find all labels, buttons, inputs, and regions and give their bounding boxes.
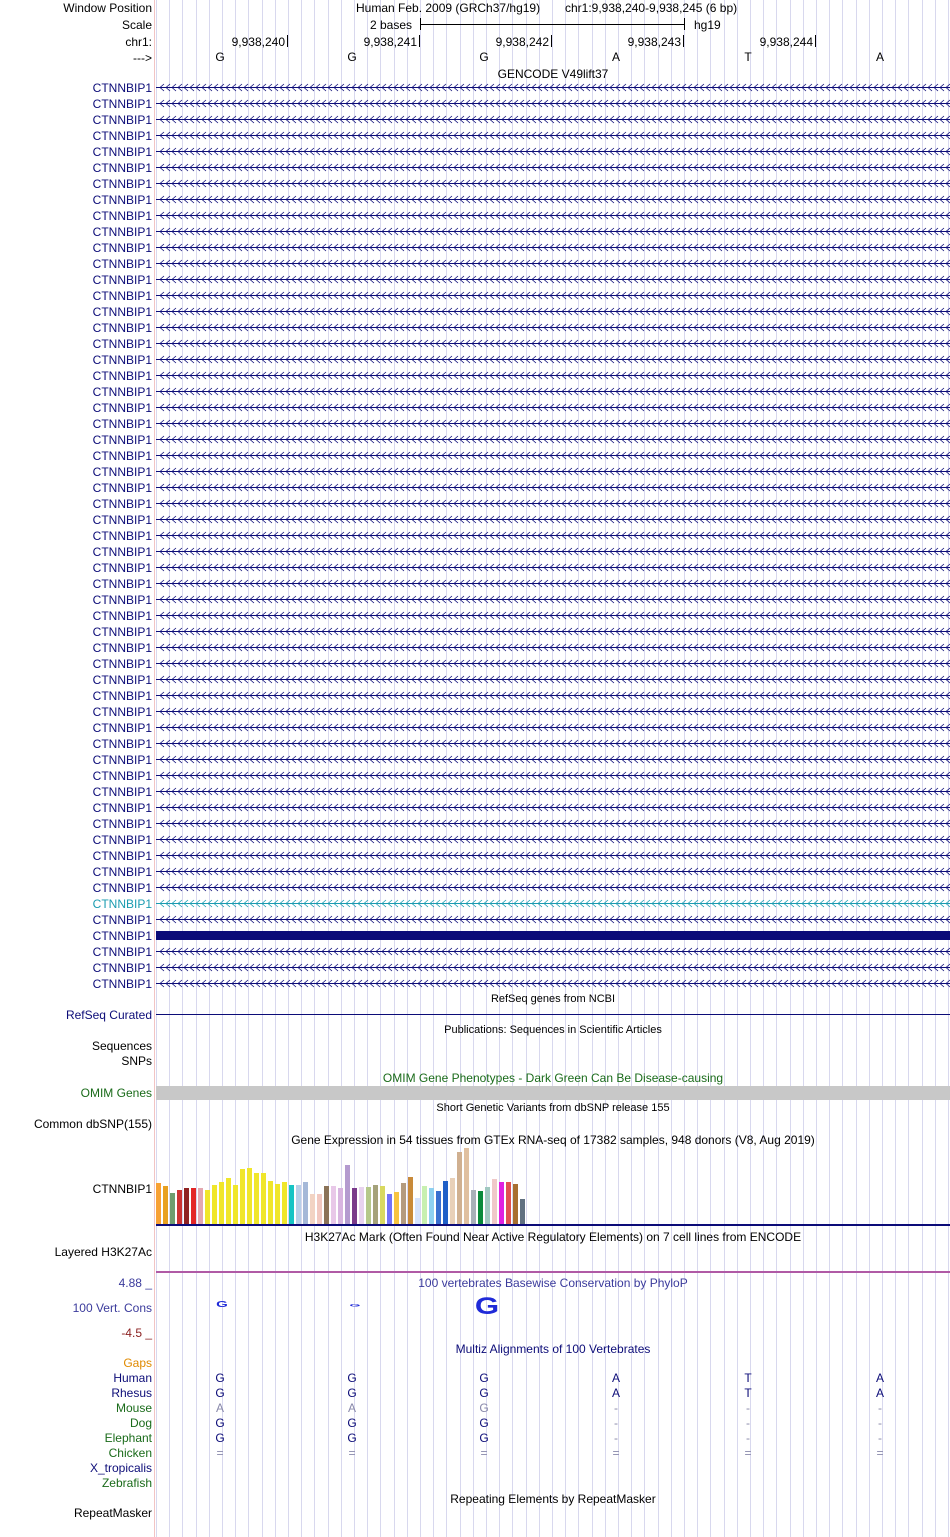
multiz-alignment-base: - xyxy=(614,1416,618,1430)
coordinate-tick xyxy=(551,35,552,47)
multiz-alignment-base: G xyxy=(479,1401,489,1415)
gtex-tissue-bar[interactable] xyxy=(464,1148,469,1224)
publications-snps-label[interactable]: SNPs xyxy=(121,1054,152,1068)
refseq-title[interactable]: RefSeq genes from NCBI xyxy=(490,993,616,1005)
gtex-tissue-bar[interactable] xyxy=(443,1181,448,1224)
gencode-transcript-intron[interactable] xyxy=(156,802,950,814)
gencode-transcript-intron[interactable] xyxy=(156,898,950,910)
gtex-tissue-bar[interactable] xyxy=(226,1178,231,1224)
gencode-transcript-intron[interactable] xyxy=(156,578,950,590)
multiz-alignment-base: - xyxy=(878,1431,882,1445)
gencode-transcript-intron[interactable] xyxy=(156,642,950,654)
gencode-transcript-intron[interactable] xyxy=(156,626,950,638)
gencode-transcript-intron[interactable] xyxy=(156,498,950,510)
gencode-transcript-intron[interactable] xyxy=(156,466,950,478)
gencode-transcript-intron[interactable] xyxy=(156,178,950,190)
gtex-tissue-bar[interactable] xyxy=(352,1188,357,1224)
gencode-transcript-intron[interactable] xyxy=(156,722,950,734)
multiz-species-label[interactable]: Rhesus xyxy=(111,1386,152,1400)
gencode-transcript-label[interactable]: CTNNBIP1 xyxy=(92,481,152,495)
gencode-transcript-intron[interactable] xyxy=(156,882,950,894)
gtex-bar-chart[interactable] xyxy=(156,1148,536,1224)
gencode-transcript-intron[interactable] xyxy=(156,418,950,430)
gencode-transcript-intron[interactable] xyxy=(156,514,950,526)
multiz-species-label[interactable]: Mouse xyxy=(115,1401,152,1415)
multiz-alignment-base: A xyxy=(215,1401,224,1415)
gencode-transcript-label[interactable]: CTNNBIP1 xyxy=(92,673,152,687)
gencode-transcript-intron[interactable] xyxy=(156,290,950,302)
gtex-tissue-bar[interactable] xyxy=(268,1181,273,1224)
gtex-tissue-bar[interactable] xyxy=(387,1194,392,1224)
gencode-transcript-intron[interactable] xyxy=(156,322,950,334)
gencode-transcript-intron[interactable] xyxy=(156,258,950,270)
gencode-transcript-intron[interactable] xyxy=(156,434,950,446)
gencode-transcript-intron[interactable] xyxy=(156,834,950,846)
gencode-transcript-intron[interactable] xyxy=(156,850,950,862)
gtex-tissue-bar[interactable] xyxy=(177,1190,182,1224)
coordinate-label: 9,938,244 xyxy=(759,35,813,49)
gencode-transcript-intron[interactable] xyxy=(156,674,950,686)
gencode-transcript-intron[interactable] xyxy=(156,770,950,782)
multiz-alignment-base: - xyxy=(614,1431,618,1445)
gencode-transcript-intron[interactable] xyxy=(156,306,950,318)
gencode-transcript-intron[interactable] xyxy=(156,402,950,414)
gencode-transcript-intron[interactable] xyxy=(156,242,950,254)
multiz-alignment-base: G xyxy=(479,1371,489,1385)
phylop-logo-g2: G xyxy=(349,1303,361,1307)
phylop-logo-g1: G xyxy=(216,1300,228,1310)
gencode-transcript-intron[interactable] xyxy=(156,562,950,574)
position-text[interactable]: chr1:9,938,240-9,938,245 (6 bp) xyxy=(565,1,738,15)
gencode-transcript-label[interactable]: CTNNBIP1 xyxy=(92,865,152,879)
window-position-label: Window Position xyxy=(63,1,152,15)
coordinate-label: 9,938,240 xyxy=(231,35,285,49)
dbsnp-title[interactable]: Short Genetic Variants from dbSNP release 155 xyxy=(436,1102,670,1114)
multiz-alignment-base: = xyxy=(876,1446,884,1460)
gtex-tissue-bar[interactable] xyxy=(485,1187,490,1224)
gencode-transcript-intron[interactable] xyxy=(156,146,950,158)
gencode-transcript-label[interactable]: CTNNBIP1 xyxy=(92,81,152,95)
multiz-alignment-base: - xyxy=(614,1401,618,1415)
gencode-transcript-label[interactable]: CTNNBIP1 xyxy=(92,337,152,351)
gencode-transcript-label[interactable]: CTNNBIP1 xyxy=(92,417,152,431)
gencode-transcript-intron[interactable] xyxy=(156,82,950,94)
gtex-tissue-bar[interactable] xyxy=(310,1194,315,1224)
multiz-alignment-base: G xyxy=(215,1416,225,1430)
gencode-transcript-label[interactable]: CTNNBIP1 xyxy=(92,977,152,991)
sequence-base: T xyxy=(744,50,752,64)
scale-text: 2 bases xyxy=(370,18,413,32)
gtex-tissue-bar[interactable] xyxy=(170,1193,175,1224)
gtex-tissue-bar[interactable] xyxy=(520,1199,525,1224)
gencode-transcript-label[interactable]: CTNNBIP1 xyxy=(92,593,152,607)
gencode-transcript-label[interactable]: CTNNBIP1 xyxy=(92,577,152,591)
multiz-species-label[interactable]: Human xyxy=(113,1371,152,1385)
gencode-transcript-intron[interactable] xyxy=(156,370,950,382)
sequence-base: G xyxy=(215,50,225,64)
gencode-transcript-label[interactable]: CTNNBIP1 xyxy=(92,465,152,479)
gencode-transcript-intron[interactable] xyxy=(156,354,950,366)
gencode-transcript-intron[interactable] xyxy=(156,338,950,350)
multiz-alignment-base: - xyxy=(878,1416,882,1430)
dbsnp-label[interactable]: Common dbSNP(155) xyxy=(33,1117,152,1131)
gtex-label[interactable]: CTNNBIP1 xyxy=(92,1182,152,1196)
multiz-species-label[interactable]: X_tropicalis xyxy=(89,1461,152,1475)
gtex-tissue-bar[interactable] xyxy=(471,1190,476,1224)
multiz-alignment-base: A xyxy=(611,1386,620,1400)
multiz-alignment-base: A xyxy=(347,1401,356,1415)
gencode-transcript-intron[interactable] xyxy=(156,594,950,606)
gtex-tissue-bar[interactable] xyxy=(380,1186,385,1224)
gencode-transcript-label[interactable]: CTNNBIP1 xyxy=(92,753,152,767)
multiz-alignment-base: G xyxy=(215,1431,225,1445)
gtex-tissue-bar[interactable] xyxy=(401,1183,406,1224)
gtex-title[interactable]: Gene Expression in 54 tissues from GTEx RNA-seq of 17382 samples, 948 donors (V8, Aug 2019) xyxy=(291,1133,815,1147)
gtex-tissue-bar[interactable] xyxy=(331,1186,336,1224)
gtex-tissue-bar[interactable] xyxy=(163,1186,168,1224)
gtex-tissue-bar[interactable] xyxy=(254,1173,259,1224)
gencode-transcript-intron[interactable] xyxy=(156,530,950,542)
gtex-tissue-bar[interactable] xyxy=(324,1186,329,1224)
gtex-tissue-bar[interactable] xyxy=(366,1187,371,1224)
publications-title[interactable]: Publications: Sequences in Scientific Articles xyxy=(444,1024,662,1036)
multiz-alignment-base: = xyxy=(348,1446,356,1460)
gtex-tissue-bar[interactable] xyxy=(303,1182,308,1224)
gtex-tissue-bar[interactable] xyxy=(296,1185,301,1224)
gencode-transcript-intron[interactable] xyxy=(156,226,950,238)
multiz-alignment-base: - xyxy=(746,1431,750,1445)
gencode-transcript-label[interactable]: CTNNBIP1 xyxy=(92,209,152,223)
gencode-transcript-label[interactable]: CTNNBIP1 xyxy=(92,913,152,927)
multiz-alignment-base: G xyxy=(479,1431,489,1445)
gencode-transcript-label[interactable]: CTNNBIP1 xyxy=(92,401,152,415)
coordinate-tick xyxy=(287,35,288,47)
gtex-tissue-bar[interactable] xyxy=(240,1169,245,1224)
gencode-transcript-label[interactable]: CTNNBIP1 xyxy=(92,385,152,399)
coordinate-label: 9,938,242 xyxy=(495,35,549,49)
omim-title[interactable]: OMIM Gene Phenotypes - Dark Green Can Be Disease-causing xyxy=(382,1071,724,1085)
multiz-alignment-base: - xyxy=(746,1401,750,1415)
sequence-base: A xyxy=(875,50,884,64)
gtex-tissue-bar[interactable] xyxy=(422,1186,427,1224)
gencode-transcript-intron[interactable] xyxy=(156,706,950,718)
gencode-transcript-intron[interactable] xyxy=(156,914,950,926)
multiz-species-label[interactable]: Dog xyxy=(129,1416,152,1430)
multiz-alignment-base: = xyxy=(744,1446,752,1460)
gtex-tissue-bar[interactable] xyxy=(156,1183,161,1224)
assembly-text: Human Feb. 2009 (GRCh37/hg19) xyxy=(356,1,541,15)
gtex-tissue-bar[interactable] xyxy=(499,1182,504,1224)
gtex-tissue-bar[interactable] xyxy=(450,1178,455,1224)
gencode-transcript-label[interactable]: CTNNBIP1 xyxy=(92,945,152,959)
label-divider xyxy=(154,0,155,1537)
gencode-transcript-label[interactable]: CTNNBIP1 xyxy=(92,641,152,655)
gtex-tissue-bar[interactable] xyxy=(436,1191,441,1224)
omim-bar[interactable] xyxy=(156,1086,950,1100)
phylop-label[interactable]: 100 Vert. Cons xyxy=(72,1301,152,1315)
gencode-transcript-label[interactable]: CTNNBIP1 xyxy=(92,689,152,703)
gencode-transcript-intron[interactable] xyxy=(156,786,950,798)
gencode-transcript-label[interactable]: CTNNBIP1 xyxy=(92,97,152,111)
gtex-tissue-bar[interactable] xyxy=(219,1182,224,1224)
gencode-transcript-intron[interactable] xyxy=(156,738,950,750)
repeatmasker-label[interactable]: RepeatMasker xyxy=(73,1506,152,1520)
coordinate-label: 9,938,241 xyxy=(363,35,417,49)
gencode-transcript-intron[interactable] xyxy=(156,450,950,462)
gencode-transcript-intron[interactable] xyxy=(156,274,950,286)
sequence-base: A xyxy=(611,50,620,64)
gtex-tissue-bar[interactable] xyxy=(205,1190,210,1224)
gencode-transcript-label[interactable]: CTNNBIP1 xyxy=(92,561,152,575)
gtex-tissue-bar[interactable] xyxy=(191,1188,196,1224)
repeatmasker-title[interactable]: Repeating Elements by RepeatMasker xyxy=(450,1492,656,1506)
gencode-transcript-label[interactable]: CTNNBIP1 xyxy=(92,897,152,911)
multiz-species-label[interactable]: Zebrafish xyxy=(101,1476,152,1490)
gencode-transcript-label[interactable]: CTNNBIP1 xyxy=(92,545,152,559)
multiz-alignment-base: A xyxy=(875,1371,884,1385)
db-text: hg19 xyxy=(694,18,721,32)
gencode-transcript-label[interactable]: CTNNBIP1 xyxy=(92,321,152,335)
gtex-tissue-bar[interactable] xyxy=(247,1168,252,1224)
gencode-transcript-intron[interactable] xyxy=(156,162,950,174)
gencode-transcript-label[interactable]: CTNNBIP1 xyxy=(92,225,152,239)
gencode-transcript-exon[interactable] xyxy=(156,931,950,940)
gtex-tissue-bar[interactable] xyxy=(198,1188,203,1224)
gtex-baseline xyxy=(156,1224,950,1226)
coordinate-tick xyxy=(683,35,684,47)
refseq-label[interactable]: RefSeq Curated xyxy=(65,1008,152,1022)
gencode-transcript-label[interactable]: CTNNBIP1 xyxy=(92,737,152,751)
gtex-tissue-bar[interactable] xyxy=(184,1188,189,1224)
gtex-tissue-bar[interactable] xyxy=(415,1198,420,1224)
gencode-transcript-label[interactable]: CTNNBIP1 xyxy=(92,609,152,623)
gencode-transcript-intron[interactable] xyxy=(156,690,950,702)
phylop-logo-g3: G xyxy=(474,1293,500,1320)
coordinate-tick xyxy=(419,35,420,47)
gencode-transcript-label[interactable]: CTNNBIP1 xyxy=(92,769,152,783)
gencode-transcript-label[interactable]: CTNNBIP1 xyxy=(92,881,152,895)
multiz-alignment-base: A xyxy=(611,1371,620,1385)
gencode-transcript-label[interactable]: CTNNBIP1 xyxy=(92,929,152,943)
gencode-transcript-label[interactable]: CTNNBIP1 xyxy=(92,961,152,975)
gencode-transcript-label[interactable]: CTNNBIP1 xyxy=(92,305,152,319)
gtex-tissue-bar[interactable] xyxy=(212,1185,217,1224)
multiz-species-label[interactable]: Elephant xyxy=(104,1431,152,1445)
multiz-gaps-label[interactable]: Gaps xyxy=(123,1356,152,1370)
multiz-alignment-base: G xyxy=(347,1416,357,1430)
multiz-alignment-base: G xyxy=(347,1431,357,1445)
gencode-transcript-label[interactable]: CTNNBIP1 xyxy=(92,529,152,543)
gencode-transcript-label[interactable]: CTNNBIP1 xyxy=(92,369,152,383)
multiz-alignment-base: G xyxy=(347,1371,357,1385)
gtex-tissue-bar[interactable] xyxy=(513,1184,518,1224)
gencode-title[interactable]: GENCODE V49lift37 xyxy=(497,67,609,81)
gencode-transcript-intron[interactable] xyxy=(156,946,950,958)
coordinate-label: 9,938,243 xyxy=(627,35,681,49)
gencode-transcript-intron[interactable] xyxy=(156,114,950,126)
gencode-transcript-label[interactable]: CTNNBIP1 xyxy=(92,241,152,255)
gencode-transcript-label[interactable]: CTNNBIP1 xyxy=(92,353,152,367)
gencode-transcript-label[interactable]: CTNNBIP1 xyxy=(92,449,152,463)
gtex-tissue-bar[interactable] xyxy=(317,1194,322,1224)
gencode-transcript-label[interactable]: CTNNBIP1 xyxy=(92,849,152,863)
gtex-tissue-bar[interactable] xyxy=(408,1177,413,1224)
phylop-min-label: -4.5 _ xyxy=(121,1326,152,1340)
gencode-transcript-intron[interactable] xyxy=(156,546,950,558)
gencode-transcript-intron[interactable] xyxy=(156,962,950,974)
gencode-transcript-label[interactable]: CTNNBIP1 xyxy=(92,129,152,143)
gtex-tissue-bar[interactable] xyxy=(261,1173,266,1224)
gtex-tissue-bar[interactable] xyxy=(282,1182,287,1224)
multiz-alignment-base: - xyxy=(878,1401,882,1415)
gencode-transcript-intron[interactable] xyxy=(156,130,950,142)
multiz-alignment-base: - xyxy=(746,1416,750,1430)
gtex-tissue-bar[interactable] xyxy=(394,1192,399,1224)
gencode-transcript-intron[interactable] xyxy=(156,210,950,222)
multiz-alignment-base: = xyxy=(216,1446,224,1460)
publications-sequences-label[interactable]: Sequences xyxy=(91,1039,152,1053)
scale-bar xyxy=(420,18,685,30)
h3k27ac-title[interactable]: H3K27Ac Mark (Often Found Near Active Regulatory Elements) on 7 cell lines from ENCODE xyxy=(304,1230,802,1244)
gencode-transcript-label[interactable]: CTNNBIP1 xyxy=(92,113,152,127)
multiz-alignment-base: G xyxy=(215,1386,225,1400)
multiz-title[interactable]: Multiz Alignments of 100 Vertebrates xyxy=(455,1342,651,1356)
gtex-tissue-bar[interactable] xyxy=(289,1185,294,1224)
gencode-transcript-intron[interactable] xyxy=(156,98,950,110)
gencode-transcript-label[interactable]: CTNNBIP1 xyxy=(92,785,152,799)
phylop-max-label: 4.88 _ xyxy=(118,1276,152,1290)
gencode-transcript-label[interactable]: CTNNBIP1 xyxy=(92,513,152,527)
chrom-label: chr1: xyxy=(125,35,152,49)
gtex-tissue-bar[interactable] xyxy=(506,1182,511,1224)
strand-label[interactable]: ---> xyxy=(133,51,152,65)
gtex-tissue-bar[interactable] xyxy=(429,1188,434,1224)
gencode-transcript-label[interactable]: CTNNBIP1 xyxy=(92,145,152,159)
phylop-title[interactable]: 100 vertebrates Basewise Conservation by PhyloP xyxy=(418,1276,688,1290)
gencode-transcript-label[interactable]: CTNNBIP1 xyxy=(92,625,152,639)
gencode-transcript-label[interactable]: CTNNBIP1 xyxy=(92,817,152,831)
gencode-transcript-intron[interactable] xyxy=(156,818,950,830)
gencode-transcript-label[interactable]: CTNNBIP1 xyxy=(92,161,152,175)
multiz-alignment-base: G xyxy=(215,1371,225,1385)
gencode-transcript-label[interactable]: CTNNBIP1 xyxy=(92,657,152,671)
gencode-transcript-label[interactable]: CTNNBIP1 xyxy=(92,257,152,271)
multiz-alignment-base: T xyxy=(744,1371,752,1385)
gtex-tissue-bar[interactable] xyxy=(492,1179,497,1224)
h3k27ac-label[interactable]: Layered H3K27Ac xyxy=(54,1245,152,1259)
gencode-transcript-intron[interactable] xyxy=(156,194,950,206)
gtex-tissue-bar[interactable] xyxy=(275,1184,280,1224)
h3k27ac-line xyxy=(156,1271,950,1273)
multiz-alignment-base: G xyxy=(479,1386,489,1400)
gtex-tissue-bar[interactable] xyxy=(359,1187,364,1224)
gencode-transcript-intron[interactable] xyxy=(156,658,950,670)
multiz-alignment-base: A xyxy=(875,1386,884,1400)
gencode-transcript-intron[interactable] xyxy=(156,610,950,622)
gtex-tissue-bar[interactable] xyxy=(345,1165,350,1224)
gtex-tissue-bar[interactable] xyxy=(457,1152,462,1224)
multiz-alignment-base: = xyxy=(480,1446,488,1460)
gencode-transcript-intron[interactable] xyxy=(156,754,950,766)
gencode-transcript-label[interactable]: CTNNBIP1 xyxy=(92,273,152,287)
gencode-transcript-intron[interactable] xyxy=(156,482,950,494)
coordinate-tick xyxy=(815,35,816,47)
gencode-transcript-label[interactable]: CTNNBIP1 xyxy=(92,497,152,511)
gencode-transcript-label[interactable]: CTNNBIP1 xyxy=(92,833,152,847)
gtex-tissue-bar[interactable] xyxy=(338,1188,343,1224)
sequence-base: G xyxy=(347,50,357,64)
gencode-transcript-label[interactable]: CTNNBIP1 xyxy=(92,721,152,735)
refseq-line[interactable] xyxy=(156,1014,950,1015)
gtex-tissue-bar[interactable] xyxy=(478,1191,483,1224)
gencode-transcript-intron[interactable] xyxy=(156,978,950,990)
sequence-base: G xyxy=(479,50,489,64)
gencode-transcript-label[interactable]: CTNNBIP1 xyxy=(92,433,152,447)
multiz-alignment-base: G xyxy=(479,1416,489,1430)
gencode-transcript-label[interactable]: CTNNBIP1 xyxy=(92,705,152,719)
gencode-transcript-label[interactable]: CTNNBIP1 xyxy=(92,289,152,303)
gencode-transcript-label[interactable]: CTNNBIP1 xyxy=(92,177,152,191)
multiz-alignment-base: G xyxy=(347,1386,357,1400)
scale-label: Scale xyxy=(121,18,152,32)
gtex-tissue-bar[interactable] xyxy=(233,1185,238,1224)
multiz-species-label[interactable]: Chicken xyxy=(108,1446,152,1460)
gencode-transcript-label[interactable]: CTNNBIP1 xyxy=(92,801,152,815)
multiz-alignment-base: = xyxy=(612,1446,620,1460)
gencode-transcript-intron[interactable] xyxy=(156,866,950,878)
gencode-transcript-label[interactable]: CTNNBIP1 xyxy=(92,193,152,207)
multiz-alignment-base: T xyxy=(744,1386,752,1400)
gtex-tissue-bar[interactable] xyxy=(373,1185,378,1224)
gencode-transcript-intron[interactable] xyxy=(156,386,950,398)
omim-label[interactable]: OMIM Genes xyxy=(80,1086,152,1100)
